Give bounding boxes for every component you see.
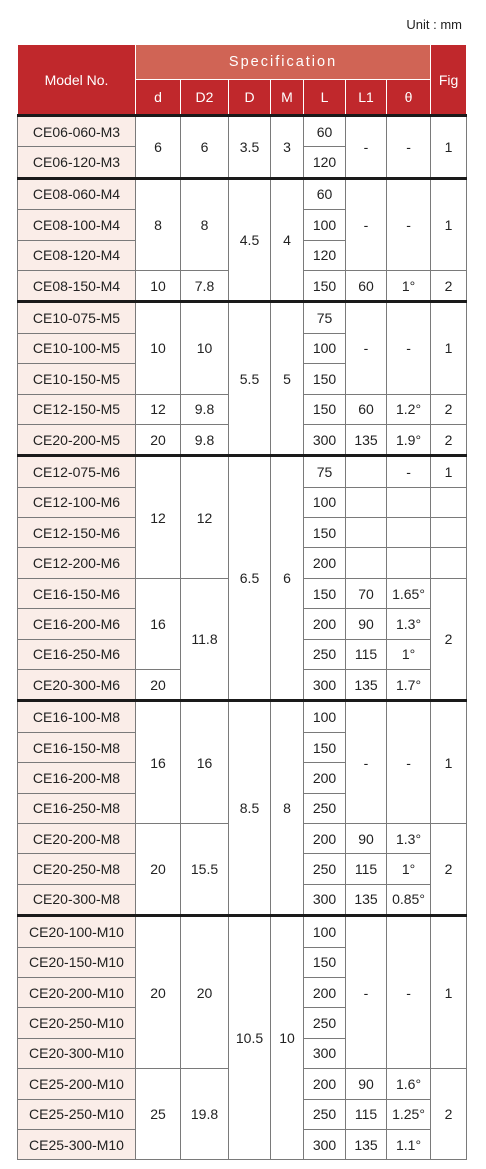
L1-cell: 70	[346, 578, 387, 608]
L-cell: 75	[304, 302, 346, 333]
theta-cell: -	[387, 302, 431, 394]
L1-cell: 115	[346, 854, 387, 884]
fig-cell: 2	[431, 578, 467, 701]
L1-cell: 115	[346, 1099, 387, 1129]
L-cell: 150	[304, 364, 346, 394]
table-row	[18, 116, 467, 147]
model-cell: CE25-200-M10	[18, 1069, 136, 1099]
D-cell: 10.5	[229, 916, 271, 1160]
L1-cell: 90	[346, 609, 387, 639]
L-cell: 150	[304, 947, 346, 977]
D2-cell: 9.8	[181, 394, 229, 424]
model-cell: CE12-150-M5	[18, 394, 136, 424]
d-cell: 20	[136, 823, 181, 915]
model-cell: CE20-100-M10	[18, 916, 136, 947]
model-cell: CE16-150-M8	[18, 732, 136, 762]
L-cell: 300	[304, 1129, 346, 1159]
model-cell: CE20-200-M10	[18, 977, 136, 1007]
d-cell: 16	[136, 578, 181, 669]
theta-cell: 1°	[387, 639, 431, 669]
fig-cell	[431, 518, 467, 548]
model-cell: CE20-250-M8	[18, 854, 136, 884]
fig-cell: 2	[431, 424, 467, 455]
D2-cell: 7.8	[181, 270, 229, 301]
L-cell: 150	[304, 518, 346, 548]
M-cell: 6	[271, 456, 304, 701]
L1-cell	[346, 518, 387, 548]
L1-cell: -	[346, 178, 387, 270]
theta-cell: 1.1°	[387, 1129, 431, 1159]
theta-cell	[387, 487, 431, 517]
model-cell: CE06-120-M3	[18, 147, 136, 178]
header-specification: Specification	[136, 45, 431, 80]
theta-cell: 1.2°	[387, 394, 431, 424]
D2-cell: 20	[181, 916, 229, 1069]
L1-cell: -	[346, 916, 387, 1069]
L-cell: 100	[304, 487, 346, 517]
L-cell: 120	[304, 147, 346, 178]
model-cell: CE25-250-M10	[18, 1099, 136, 1129]
L1-cell: 60	[346, 394, 387, 424]
fig-cell: 1	[431, 178, 467, 270]
L-cell: 250	[304, 854, 346, 884]
theta-cell: 1.3°	[387, 609, 431, 639]
M-cell: 4	[271, 178, 304, 302]
D-cell: 8.5	[229, 701, 271, 916]
D2-cell: 6	[181, 116, 229, 179]
model-cell: CE16-200-M6	[18, 609, 136, 639]
header-model: Model No.	[18, 45, 136, 116]
fig-cell: 1	[431, 916, 467, 1069]
theta-cell: 0.85°	[387, 884, 431, 915]
table-row	[18, 302, 467, 333]
L1-cell: -	[346, 701, 387, 824]
d-cell: 10	[136, 270, 181, 301]
M-cell: 10	[271, 916, 304, 1160]
L-cell: 200	[304, 548, 346, 578]
L-cell: 300	[304, 1038, 346, 1068]
model-cell: CE20-200-M5	[18, 424, 136, 455]
theta-cell	[387, 548, 431, 578]
D2-cell: 12	[181, 456, 229, 579]
fig-cell: 1	[431, 116, 467, 179]
d-cell: 12	[136, 456, 181, 579]
L1-cell: 90	[346, 1069, 387, 1099]
model-cell: CE16-250-M6	[18, 639, 136, 669]
model-cell: CE25-300-M10	[18, 1129, 136, 1159]
L-cell: 200	[304, 763, 346, 793]
L1-cell	[346, 456, 387, 487]
model-cell: CE20-250-M10	[18, 1008, 136, 1038]
L-cell: 120	[304, 240, 346, 270]
theta-cell: 1°	[387, 854, 431, 884]
theta-cell: 1.25°	[387, 1099, 431, 1129]
theta-cell: 1.3°	[387, 823, 431, 853]
L1-cell: 60	[346, 270, 387, 301]
D2-cell: 9.8	[181, 424, 229, 455]
L1-cell	[346, 487, 387, 517]
L1-cell: -	[346, 116, 387, 179]
theta-cell: 1.65°	[387, 578, 431, 608]
L-cell: 75	[304, 456, 346, 487]
L1-cell: 135	[346, 670, 387, 701]
header-D: D	[229, 80, 271, 116]
theta-cell: -	[387, 178, 431, 270]
model-cell: CE16-200-M8	[18, 763, 136, 793]
D2-cell: 19.8	[181, 1069, 229, 1160]
model-cell: CE10-150-M5	[18, 364, 136, 394]
theta-cell: -	[387, 116, 431, 179]
L-cell: 150	[304, 732, 346, 762]
fig-cell	[431, 487, 467, 517]
L-cell: 300	[304, 884, 346, 915]
theta-cell: 1°	[387, 270, 431, 301]
header-d: d	[136, 80, 181, 116]
M-cell: 5	[271, 302, 304, 456]
fig-cell: 2	[431, 270, 467, 301]
header-L: L	[304, 80, 346, 116]
model-cell: CE20-200-M8	[18, 823, 136, 853]
header-D2: D2	[181, 80, 229, 116]
theta-cell: 1.7°	[387, 670, 431, 701]
d-cell: 16	[136, 701, 181, 824]
header-fig: Fig	[431, 45, 467, 116]
L-cell: 250	[304, 793, 346, 823]
L-cell: 200	[304, 609, 346, 639]
model-cell: CE12-075-M6	[18, 456, 136, 487]
model-cell: CE20-300-M10	[18, 1038, 136, 1068]
table-row	[18, 916, 467, 947]
M-cell: 8	[271, 701, 304, 916]
D-cell: 6.5	[229, 456, 271, 701]
header-theta: θ	[387, 80, 431, 116]
d-cell: 20	[136, 916, 181, 1069]
d-cell: 6	[136, 116, 181, 179]
d-cell: 10	[136, 302, 181, 394]
theta-cell: -	[387, 701, 431, 824]
d-cell: 20	[136, 670, 181, 701]
L-cell: 300	[304, 424, 346, 455]
theta-cell: 1.9°	[387, 424, 431, 455]
model-cell: CE12-100-M6	[18, 487, 136, 517]
D2-cell: 10	[181, 302, 229, 394]
header-M: M	[271, 80, 304, 116]
L1-cell	[346, 548, 387, 578]
theta-cell: -	[387, 456, 431, 487]
d-cell: 8	[136, 178, 181, 270]
L1-cell: 135	[346, 424, 387, 455]
table-row	[18, 456, 467, 487]
L-cell: 250	[304, 1008, 346, 1038]
fig-cell: 2	[431, 394, 467, 424]
L-cell: 100	[304, 210, 346, 240]
model-cell: CE12-200-M6	[18, 548, 136, 578]
fig-cell: 1	[431, 302, 467, 394]
D2-cell: 11.8	[181, 578, 229, 701]
d-cell: 12	[136, 394, 181, 424]
D-cell: 5.5	[229, 302, 271, 456]
L-cell: 60	[304, 116, 346, 147]
model-cell: CE08-060-M4	[18, 178, 136, 209]
L1-cell: 90	[346, 823, 387, 853]
model-cell: CE20-150-M10	[18, 947, 136, 977]
model-cell: CE20-300-M8	[18, 884, 136, 915]
theta-cell: -	[387, 916, 431, 1069]
unit-label: Unit : mm	[406, 17, 462, 32]
L-cell: 250	[304, 639, 346, 669]
table-row	[18, 701, 467, 732]
L-cell: 150	[304, 578, 346, 608]
L-cell: 150	[304, 270, 346, 301]
d-cell: 25	[136, 1069, 181, 1160]
L-cell: 100	[304, 333, 346, 363]
model-cell: CE20-300-M6	[18, 670, 136, 701]
header-L1: L1	[346, 80, 387, 116]
L-cell: 150	[304, 394, 346, 424]
fig-cell	[431, 548, 467, 578]
table-row	[18, 178, 467, 209]
L-cell: 100	[304, 916, 346, 947]
theta-cell: 1.6°	[387, 1069, 431, 1099]
L-cell: 250	[304, 1099, 346, 1129]
model-cell: CE12-150-M6	[18, 518, 136, 548]
L-cell: 300	[304, 670, 346, 701]
L-cell: 200	[304, 1069, 346, 1099]
model-cell: CE06-060-M3	[18, 116, 136, 147]
fig-cell: 1	[431, 456, 467, 487]
fig-cell: 2	[431, 823, 467, 915]
model-cell: CE16-250-M8	[18, 793, 136, 823]
M-cell: 3	[271, 116, 304, 179]
L1-cell: -	[346, 302, 387, 394]
D2-cell: 8	[181, 178, 229, 270]
D2-cell: 15.5	[181, 823, 229, 915]
model-cell: CE16-100-M8	[18, 701, 136, 732]
fig-cell: 1	[431, 701, 467, 824]
model-cell: CE08-120-M4	[18, 240, 136, 270]
L1-cell: 135	[346, 1129, 387, 1159]
d-cell: 20	[136, 424, 181, 455]
model-cell: CE10-075-M5	[18, 302, 136, 333]
D2-cell: 16	[181, 701, 229, 824]
D-cell: 4.5	[229, 178, 271, 302]
specification-table	[17, 44, 467, 1160]
fig-cell: 2	[431, 1069, 467, 1160]
D-cell: 3.5	[229, 116, 271, 179]
model-cell: CE08-100-M4	[18, 210, 136, 240]
model-cell: CE10-100-M5	[18, 333, 136, 363]
model-cell: CE16-150-M6	[18, 578, 136, 608]
L1-cell: 115	[346, 639, 387, 669]
theta-cell	[387, 518, 431, 548]
L-cell: 60	[304, 178, 346, 209]
L-cell: 100	[304, 701, 346, 732]
L1-cell: 135	[346, 884, 387, 915]
L-cell: 200	[304, 977, 346, 1007]
model-cell: CE08-150-M4	[18, 270, 136, 301]
L-cell: 200	[304, 823, 346, 853]
